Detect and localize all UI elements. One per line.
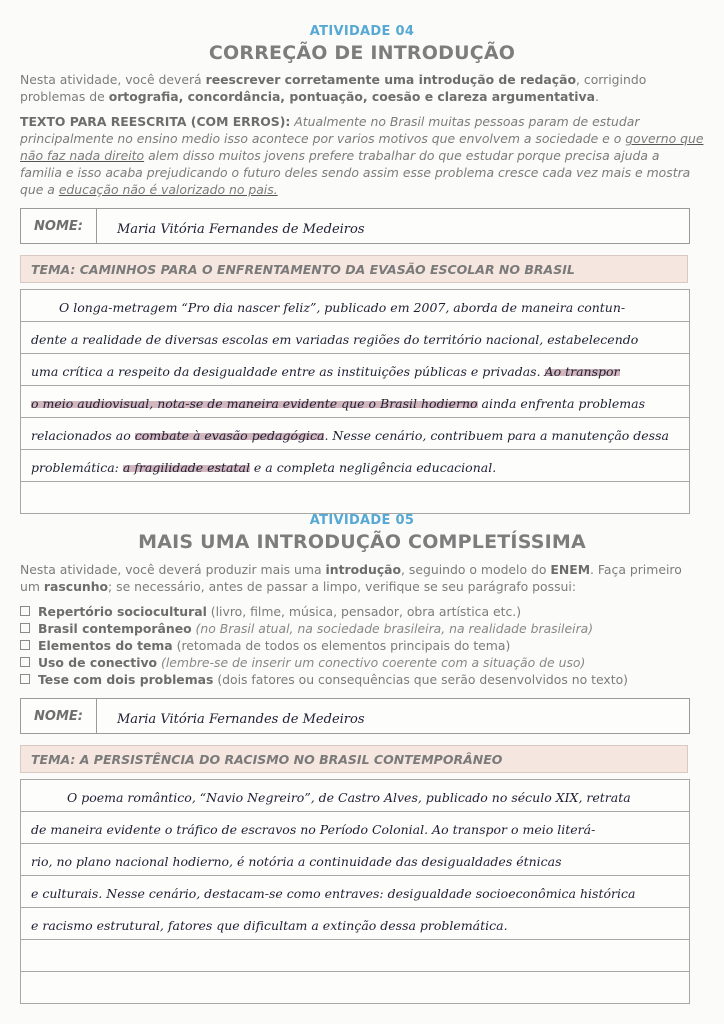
name-label: NOME: bbox=[21, 699, 97, 733]
essay-line[interactable] bbox=[21, 908, 689, 940]
name-field-1[interactable] bbox=[20, 208, 690, 244]
handwritten-text: e culturais. Nesse cenário, destacam-se como entraves: desigualdade socioeconômica histórica bbox=[31, 886, 636, 901]
rewrite-text-block: TEXTO PARA REESCRITA (COM ERROS): Atualmente no Brasil muitas pessoas param de estudar principalmente no ensino medio isso acontece por varios motivos que envolvem a sociedade e o governo que não faz nada direito alem disso muitos jovens prefere trabalhar do que estudar porque precisa ajuda a familia e isso acaba prejudicando o futuro deles sendo assim esse problema cresce cada vez mais e mostra que a educação não é valorizado no pais. bbox=[20, 114, 704, 197]
name-label: NOME: bbox=[21, 209, 97, 243]
essay-line[interactable] bbox=[21, 812, 689, 844]
essay-line[interactable] bbox=[21, 972, 689, 1004]
essay-line[interactable] bbox=[21, 290, 689, 322]
activity-5-label: ATIVIDADE 05 bbox=[309, 513, 415, 528]
essay-line[interactable] bbox=[21, 844, 689, 876]
essay-line[interactable] bbox=[21, 780, 689, 812]
checklist-item: Brasil contemporâneo (no Brasil atual, na sociedade brasileira, na realidade brasileira) bbox=[20, 620, 704, 637]
essay-line[interactable] bbox=[21, 482, 689, 514]
activity-5-instructions: Nesta atividade, você deverá produzir mais uma introdução, seguindo o modelo do ENEM. Faça primeiro um rascunho; se necessário, antes de passar a limpo, verifique se seu parágrafo possui: bbox=[20, 562, 682, 594]
highlighted-text: combate à evasão pedagógica bbox=[134, 428, 325, 443]
essay-line[interactable] bbox=[21, 450, 689, 482]
rewrite-label: TEXTO PARA REESCRITA (COM ERROS): bbox=[20, 114, 291, 129]
handwritten-text: rio, no plano nacional hodierno, é notória a continuidade das desigualdades étnicas bbox=[31, 854, 562, 869]
handwritten-text: uma crítica a respeito da desigualdade entre as instituições públicas e privadas. Ao transpor bbox=[31, 364, 620, 379]
handwritten-text: O poema romântico, “Navio Negreiro”, de Castro Alves, publicado no século XIX, retrata bbox=[67, 790, 631, 805]
handwritten-text: o meio audiovisual, nota-se de maneira evidente que o Brasil hodierno ainda enfrenta problemas bbox=[31, 396, 645, 411]
essay-line[interactable] bbox=[21, 386, 689, 418]
activity-4-title: CORREÇÃO DE INTRODUÇÃO bbox=[208, 42, 516, 64]
handwritten-text: e racismo estrutural, fatores que dificultam a extinção dessa problemática. bbox=[31, 918, 508, 933]
checkbox-icon[interactable] bbox=[20, 657, 30, 667]
essay-line[interactable] bbox=[21, 354, 689, 386]
handwritten-text: relacionados ao combate à evasão pedagógica. Nesse cenário, contribuem para a manutenção dessa bbox=[31, 428, 669, 443]
essay-line[interactable] bbox=[21, 322, 689, 354]
requirements-checklist bbox=[20, 603, 704, 688]
highlighted-text: o meio audiovisual, nota-se de maneira evidente que o Brasil hodierno bbox=[31, 396, 478, 411]
activity-5-title: MAIS UMA INTRODUÇÃO COMPLETÍSSIMA bbox=[138, 531, 586, 553]
handwritten-text: de maneira evidente o tráfico de escravos no Período Colonial. Ao transpor o meio literá- bbox=[31, 822, 596, 837]
theme-bar-1: TEMA: CAMINHOS PARA O ENFRENTAMENTO DA EVASÃO ESCOLAR NO BRASIL bbox=[20, 255, 688, 283]
checklist-item: Repertório sociocultural (livro, filme, música, pensador, obra artística etc.) bbox=[20, 603, 704, 620]
name-field-2[interactable] bbox=[20, 698, 690, 734]
checkbox-icon[interactable] bbox=[20, 606, 30, 616]
essay-line[interactable] bbox=[21, 418, 689, 450]
essay-line[interactable] bbox=[21, 940, 689, 972]
underlined-error-2: educação não é valorizado no pais. bbox=[58, 182, 278, 197]
underlined-error-1: governo que não faz nada direito bbox=[20, 131, 704, 163]
checkbox-icon[interactable] bbox=[20, 640, 30, 650]
checkbox-icon[interactable] bbox=[20, 674, 30, 684]
checklist-item: Tese com dois problemas (dois fatores ou consequências que serão desenvolvidos no texto) bbox=[20, 671, 704, 688]
handwritten-text: dente a realidade de diversas escolas em variadas regiões do território nacional, estabelecendo bbox=[31, 332, 639, 347]
essay-line[interactable] bbox=[21, 876, 689, 908]
name-value: Maria Vitória Fernandes de Medeiros bbox=[117, 222, 365, 237]
activity-4-instructions: Nesta atividade, você deverá reescrever corretamente uma introdução de redação, corrigindo problemas de ortografia, concordância, pontuação, coesão e clareza argumentativa. bbox=[20, 72, 647, 104]
handwritten-text: problemática: a fragilidade estatal e a completa negligência educacional. bbox=[31, 460, 497, 475]
highlighted-text: Ao transpor bbox=[544, 364, 620, 379]
highlighted-text: a fragilidade estatal bbox=[122, 460, 250, 475]
theme-bar-2: TEMA: A PERSISTÊNCIA DO RACISMO NO BRASIL CONTEMPORÂNEO bbox=[20, 745, 688, 773]
essay-area-1[interactable] bbox=[20, 289, 690, 514]
checkbox-icon[interactable] bbox=[20, 623, 30, 633]
activity-4-label: ATIVIDADE 04 bbox=[309, 24, 415, 39]
essay-area-2[interactable] bbox=[20, 779, 690, 1004]
name-value: Maria Vitória Fernandes de Medeiros bbox=[117, 712, 365, 727]
checklist-item: Elementos do tema (retomada de todos os elementos principais do tema) bbox=[20, 637, 704, 654]
handwritten-text: O longa-metragem “Pro dia nascer feliz”, publicado em 2007, aborda de maneira contun- bbox=[59, 300, 626, 315]
checklist-item: Uso de conectivo (lembre-se de inserir um conectivo coerente com a situação de uso) bbox=[20, 654, 704, 671]
